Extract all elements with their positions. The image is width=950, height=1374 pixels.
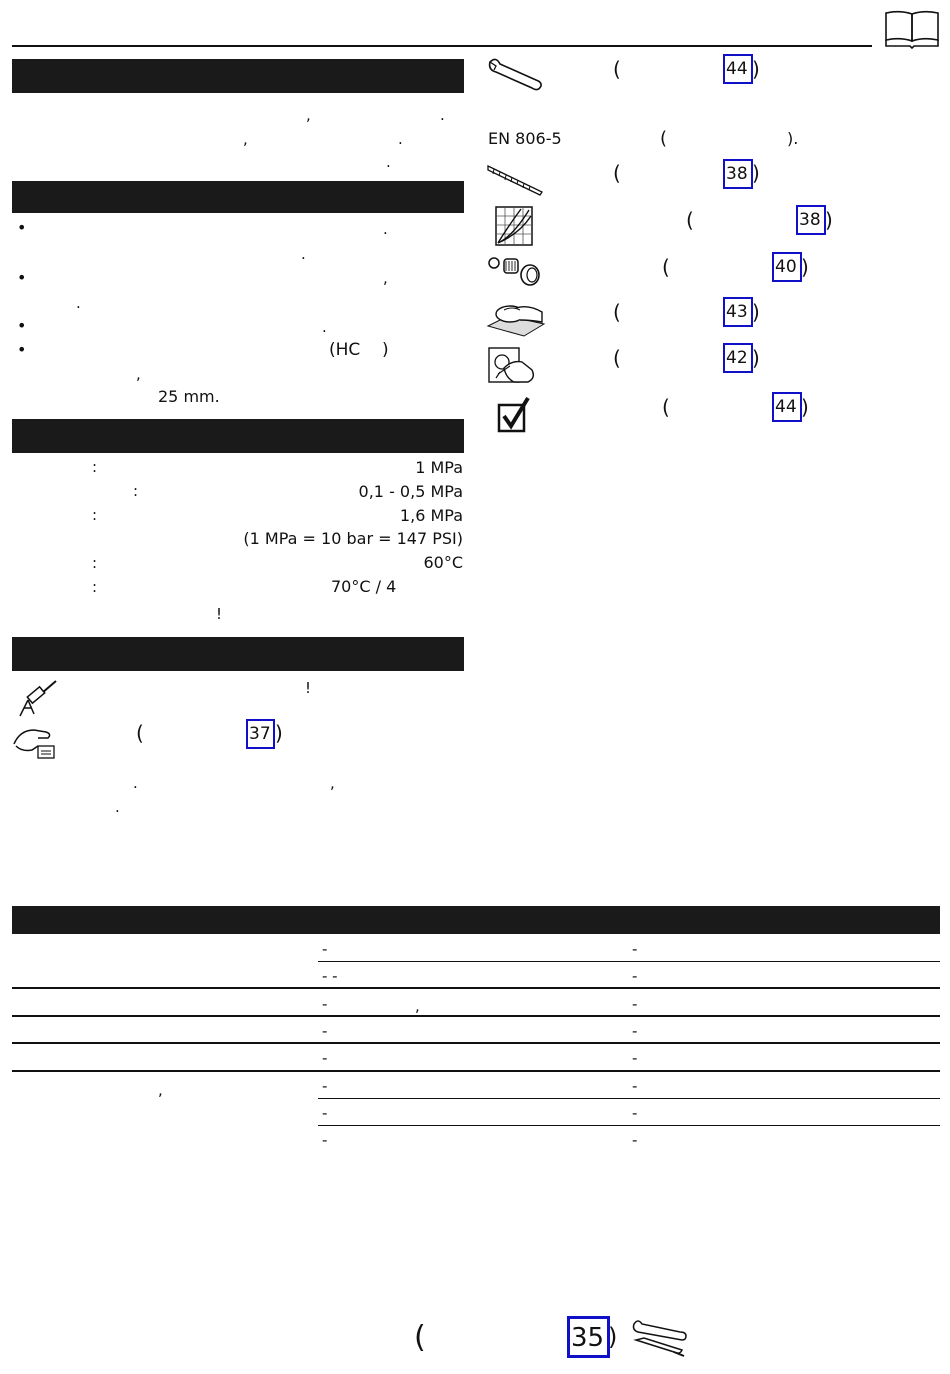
table-row-rule	[12, 1042, 940, 1044]
wrench-icon	[486, 56, 544, 94]
page-ref-43[interactable]: 43	[723, 297, 753, 327]
header-rule	[12, 45, 872, 47]
table-dash: -	[632, 1104, 638, 1122]
sealant-gun-icon	[14, 678, 60, 720]
checkbox-checked-icon	[496, 396, 532, 434]
paren-open: (	[662, 395, 670, 419]
table-subrow-rule	[318, 1098, 940, 1099]
bullet-mark: .	[322, 318, 327, 336]
p2-mark: ,	[330, 774, 335, 792]
table-dash: -	[632, 940, 638, 958]
table-dash: -	[322, 1022, 328, 1040]
spec-value-2: 0,1 - 0,5 MPa	[358, 482, 463, 501]
spec-value-4: (1 MPa = 10 bar = 147 PSI)	[243, 529, 463, 548]
spec-value-1: 1 MPa	[415, 458, 463, 477]
paren-close: )	[752, 57, 760, 81]
p1-mark: ,	[243, 130, 248, 148]
page-ref-35[interactable]: 35	[567, 1316, 610, 1358]
footer-paren-close: )	[608, 1323, 618, 1351]
paren-open: (	[662, 255, 670, 279]
table-row-rule	[12, 1070, 940, 1072]
paren-close: )	[825, 208, 833, 232]
paren-open: (	[613, 161, 621, 185]
section-bar-4	[12, 637, 464, 671]
bullet-dot: •	[17, 218, 27, 237]
page-ref-37[interactable]: 37	[246, 719, 275, 749]
bullet-dot: •	[17, 340, 27, 359]
table-subrow-rule	[318, 1125, 940, 1126]
section-bar-2	[12, 181, 464, 213]
hc-label: (HC	[329, 340, 361, 360]
filter-parts-icon	[486, 253, 544, 289]
table-comma: ,	[415, 997, 420, 1015]
paren-open: (	[136, 721, 144, 745]
table-header-bar	[12, 906, 940, 934]
page-ref-42[interactable]: 42	[723, 343, 753, 373]
p1-mark: .	[398, 130, 403, 148]
ruler-icon	[486, 160, 544, 196]
spec-colon: :	[92, 458, 98, 476]
table-dash: -	[322, 1049, 328, 1067]
bullet-mark: .	[76, 294, 81, 312]
p1-mark: ,	[306, 106, 311, 124]
spec-value-5: 60°C	[423, 553, 463, 572]
footer-paren-open: (	[414, 1320, 426, 1355]
section-bar-1	[12, 59, 464, 93]
table-dash: -	[632, 967, 638, 985]
table-dash: -	[632, 1131, 638, 1149]
paren-open: (	[613, 346, 621, 370]
standard-label: EN 806-5	[488, 129, 562, 148]
table-dash: -	[322, 1131, 328, 1149]
p1-mark: .	[386, 153, 391, 171]
bullet-dot: •	[17, 316, 27, 335]
paren-open: (	[660, 128, 668, 149]
paren-close: )	[801, 255, 809, 279]
page-ref-38-a[interactable]: 38	[723, 159, 753, 189]
cleaning-hand-icon	[486, 298, 546, 338]
paren-open: (	[686, 208, 694, 232]
table-dash: -	[322, 940, 328, 958]
hand-operation-icon	[486, 344, 538, 384]
bullet-mark: ,	[383, 269, 388, 287]
spec-colon: :	[92, 554, 98, 572]
table-dash: -	[632, 1077, 638, 1095]
paren-close: )	[752, 300, 760, 324]
p1-mark: .	[440, 106, 445, 124]
bullet-mark: .	[301, 245, 306, 263]
table-dash: -	[632, 1049, 638, 1067]
table-dash: -	[322, 995, 328, 1013]
section-bar-3	[12, 419, 464, 453]
size-value: 25 mm.	[158, 387, 220, 406]
table-row-rule	[12, 1015, 940, 1017]
page-ref-40[interactable]: 40	[772, 252, 802, 282]
spec-colon: :	[92, 506, 98, 524]
p2-mark: .	[115, 798, 120, 816]
paren-close: )	[275, 721, 283, 745]
tools-icon	[630, 1318, 688, 1358]
spec-colon: :	[133, 482, 139, 500]
flow-chart-icon	[495, 206, 533, 246]
warning-excl: !	[305, 679, 312, 697]
spec-value-3: 1,6 MPa	[399, 506, 463, 525]
page-ref-38-b[interactable]: 38	[796, 205, 826, 235]
page-ref-44-a[interactable]: 44	[723, 54, 753, 84]
bullet-mark: .	[383, 220, 388, 238]
table-left-comma: ,	[158, 1081, 163, 1099]
spec-value-6: 70°C / 4	[331, 577, 397, 596]
table-dash: - -	[322, 967, 338, 985]
spec-colon: :	[92, 578, 98, 596]
spec-excl: !	[216, 605, 223, 623]
bullet-comma: ,	[136, 365, 141, 383]
table-dash: -	[632, 995, 638, 1013]
bullet-dot: •	[17, 268, 27, 287]
page-ref-44-b[interactable]: 44	[772, 392, 802, 422]
paren-open: (	[613, 57, 621, 81]
open-book-icon	[884, 10, 940, 50]
hc-close: )	[382, 340, 389, 360]
table-dash: -	[322, 1104, 328, 1122]
paren-close: )	[752, 161, 760, 185]
table-row-rule	[12, 987, 940, 989]
table-subrow-rule	[318, 961, 940, 962]
p2-mark: .	[133, 774, 138, 792]
paren-close: )	[801, 395, 809, 419]
table-dash: -	[632, 1022, 638, 1040]
paren-close-dot: ).	[787, 129, 799, 148]
paren-close: )	[752, 346, 760, 370]
table-dash: -	[322, 1077, 328, 1095]
paren-open: (	[613, 300, 621, 324]
hand-test-icon	[12, 724, 58, 760]
